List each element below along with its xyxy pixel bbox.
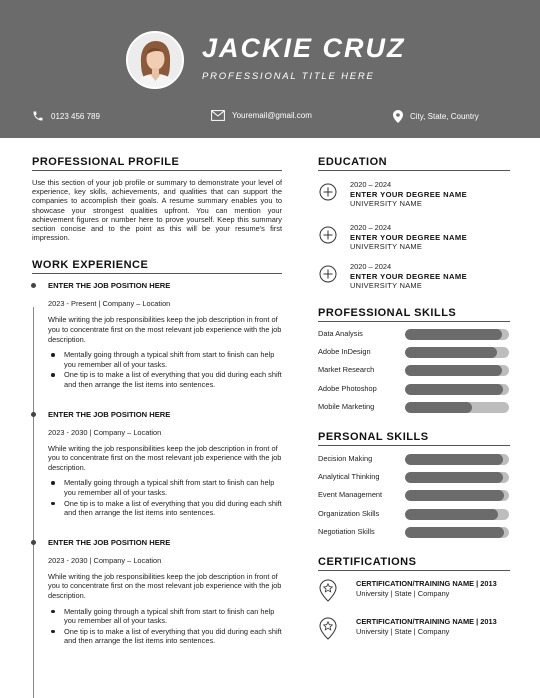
- education-degree: ENTER YOUR DEGREE NAME: [350, 271, 468, 281]
- skill-name: Negotiation Skills: [318, 526, 375, 536]
- job-title: ENTER THE JOB POSITION HERE: [48, 409, 171, 419]
- email-address: Youremail@gmail.com: [232, 111, 312, 120]
- work-heading: WORK EXPERIENCE: [32, 259, 282, 274]
- skill-row: [318, 490, 510, 508]
- skill-name: Data Analysis: [318, 329, 363, 338]
- skill-name: Mobile Marketing: [318, 401, 375, 411]
- education-years: 2020 – 2024: [350, 180, 392, 189]
- certification-name: CERTIFICATION/TRAINING NAME | 2013: [356, 616, 497, 626]
- skill-bar: [405, 490, 509, 501]
- professional-skills-heading: PROFESSIONAL SKILLS: [318, 307, 510, 322]
- skill-bar-fill: [405, 402, 472, 413]
- certification-details: University | State | Company: [356, 588, 450, 598]
- skill-bar: [405, 454, 509, 465]
- job-bullet: One tip is to make a list of everything that you did during each shift and then arrange the list items into sentences.: [48, 370, 282, 389]
- job-title: ENTER THE JOB POSITION HERE: [48, 281, 171, 291]
- skill-bar-fill: [405, 527, 504, 538]
- education-university: UNIVERSITY NAME: [350, 281, 423, 290]
- professional-skills-list: [318, 329, 510, 420]
- plus-circle-icon: [319, 183, 337, 206]
- certifications-heading: CERTIFICATIONS: [318, 556, 510, 571]
- skill-name: Decision Making: [318, 453, 373, 463]
- education-heading: EDUCATION: [318, 156, 510, 171]
- skill-bar: [405, 365, 509, 376]
- skill-name: Analytical Thinking: [318, 472, 380, 482]
- certification-entry: [318, 579, 510, 617]
- skill-row: [318, 527, 510, 545]
- job-entry: [32, 538, 282, 646]
- plus-circle-icon: [319, 265, 337, 288]
- skill-row: [318, 402, 510, 420]
- location-text: City, State, Country: [410, 112, 479, 121]
- personal-skills-list: [318, 454, 510, 545]
- skill-bar-fill: [405, 509, 498, 520]
- certifications-list: [318, 579, 510, 655]
- profile-photo: [126, 31, 184, 89]
- timeline-dot: [31, 540, 36, 545]
- candidate-name: JACKIE CRUZ: [202, 33, 406, 63]
- job-title: ENTER THE JOB POSITION HERE: [48, 537, 171, 547]
- skill-row: [318, 329, 510, 347]
- skill-bar: [405, 527, 509, 538]
- timeline-dot: [31, 412, 36, 417]
- skill-bar: [405, 402, 509, 413]
- skill-bar-fill: [405, 384, 503, 395]
- location-contact: [393, 110, 479, 123]
- left-column: [32, 156, 282, 647]
- job-bullets: [48, 478, 282, 517]
- skill-row: [318, 347, 510, 365]
- skill-bar: [405, 472, 509, 483]
- job-bullet: One tip is to make a list of everything that you did during each shift and then arrange the list items into sentences.: [48, 627, 282, 646]
- plus-circle-icon: [319, 226, 337, 249]
- job-bullet: Mentally going through a typical shift from start to finish can help you remember all of your tasks.: [48, 478, 282, 497]
- skill-row: [318, 509, 510, 527]
- personal-skills-heading: PERSONAL SKILLS: [318, 431, 510, 446]
- skill-name: Adobe InDesign: [318, 347, 371, 357]
- skill-bar-fill: [405, 347, 497, 358]
- job-bullet: Mentally going through a typical shift from start to finish can help you remember all of your tasks.: [48, 607, 282, 626]
- job-entry: [32, 281, 282, 389]
- education-university: UNIVERSITY NAME: [350, 199, 423, 208]
- work-timeline: [32, 281, 282, 645]
- skill-name: Event Management: [318, 490, 383, 500]
- profile-heading: PROFESSIONAL PROFILE: [32, 156, 282, 171]
- skill-bar: [405, 329, 509, 340]
- phone-icon: [32, 110, 44, 122]
- job-bullet: Mentally going through a typical shift from start to finish can help you remember all of your tasks.: [48, 350, 282, 369]
- job-bullets: [48, 350, 282, 389]
- job-bullets: [48, 607, 282, 646]
- education-list: [318, 180, 510, 301]
- right-column: [318, 156, 510, 655]
- skill-bar-fill: [405, 472, 503, 483]
- skill-row: [318, 384, 510, 402]
- job-description: While writing the job responsibilities keep the job description in front of you to concentrate first on the most relevant job experience with the job description.: [48, 315, 282, 344]
- job-meta: 2023 - 2030 | Company – Location: [48, 555, 162, 565]
- education-university: UNIVERSITY NAME: [350, 242, 423, 251]
- phone-contact: [32, 110, 100, 122]
- certification-details: University | State | Company: [356, 626, 450, 636]
- profile-summary: Use this section of your job profile or summary to demonstrate your level of experience, key skills, achievements, and qualities that can support the companies to accomplish their goals. A resume summary enables you to showcase your strongest qualities upfront. You can mention your achievement figures or number here to prove yourself. Keep this summary section concise and to the point as this will be your resume's first impression.: [32, 178, 282, 243]
- envelope-icon: [211, 110, 225, 121]
- job-meta: 2023 - Present | Company – Location: [48, 299, 171, 309]
- job-entry: [32, 410, 282, 518]
- phone-number: 0123 456 789: [51, 111, 100, 121]
- education-degree: ENTER YOUR DEGREE NAME: [350, 189, 468, 199]
- skill-bar: [405, 509, 509, 520]
- skill-row: [318, 365, 510, 383]
- job-description: While writing the job responsibilities keep the job description in front of you to concentrate first on the most relevant job experience with the job description.: [48, 443, 282, 472]
- skill-bar: [405, 347, 509, 358]
- skill-row: [318, 454, 510, 472]
- map-pin-icon: [393, 110, 403, 123]
- certification-name: CERTIFICATION/TRAINING NAME | 2013: [356, 578, 497, 588]
- timeline-dot: [31, 283, 36, 288]
- skill-bar-fill: [405, 490, 504, 501]
- skill-bar-fill: [405, 454, 503, 465]
- job-bullet: One tip is to make a list of everything that you did during each shift and then arrange the list items into sentences.: [48, 499, 282, 518]
- resume-header: [0, 0, 540, 138]
- education-entry: [318, 180, 510, 219]
- skill-row: [318, 472, 510, 490]
- skill-bar: [405, 384, 509, 395]
- professional-title: PROFESSIONAL TITLE HERE: [202, 71, 375, 82]
- education-years: 2020 – 2024: [350, 262, 392, 271]
- education-entry: [318, 262, 510, 301]
- skill-name: Adobe Photoshop: [318, 383, 377, 393]
- award-pin-icon: [319, 579, 337, 607]
- email-contact: [211, 110, 312, 121]
- certification-entry: [318, 617, 510, 655]
- award-pin-icon: [319, 617, 337, 645]
- skill-name: Organization Skills: [318, 508, 380, 518]
- education-years: 2020 – 2024: [350, 223, 392, 232]
- skill-bar-fill: [405, 365, 502, 376]
- job-description: While writing the job responsibilities keep the job description in front of you to concentrate first on the most relevant job experience with the job description.: [48, 571, 282, 600]
- skill-bar-fill: [405, 329, 502, 340]
- skill-name: Market Research: [318, 365, 375, 375]
- education-entry: [318, 223, 510, 262]
- education-degree: ENTER YOUR DEGREE NAME: [350, 232, 468, 242]
- job-meta: 2023 - 2030 | Company – Location: [48, 427, 162, 437]
